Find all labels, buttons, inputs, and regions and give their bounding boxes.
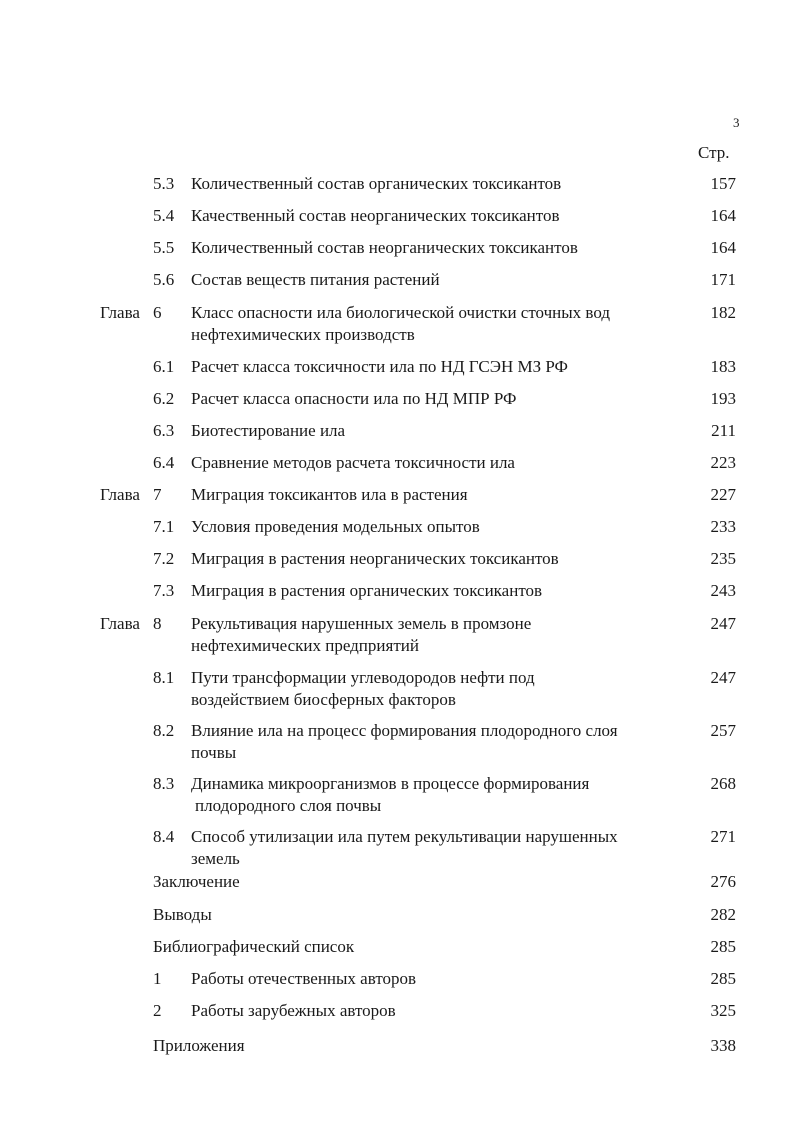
toc-entry-title-line1: Способ утилизации ила путем рекультивации нарушенных [191, 827, 618, 846]
page-number: 3 [733, 115, 740, 130]
toc-chapter-label: Глава [100, 485, 140, 504]
toc-entry-title: Расчет класса опасности ила по НД МПР РФ [191, 389, 517, 408]
toc-entry-title [191, 667, 671, 711]
toc-entry-title: Миграция в растения органических токсикантов [191, 581, 543, 600]
page-column-header: Стр. [698, 143, 730, 162]
toc-entry-title: Работы зарубежных авторов [191, 1001, 396, 1020]
toc-chapter-label: Глава [100, 614, 140, 633]
toc-entry-number: 8.1 [153, 668, 175, 687]
toc-entry-page: 271 [710, 827, 736, 846]
toc-entry-page: 235 [710, 549, 736, 568]
toc-entry-number: 5.3 [153, 174, 175, 193]
toc-entry-page: 157 [710, 174, 736, 193]
toc-entry-title-line1: Влияние ила на процесс формирования плодородного слоя [191, 721, 618, 740]
toc-entry-page: 223 [710, 453, 736, 472]
toc-entry-page: 171 [710, 270, 736, 289]
toc-entry-number: 7.2 [153, 549, 175, 568]
toc-entry-title-line2: воздействием биосферных факторов [191, 690, 456, 709]
toc-entry-number: 5.6 [153, 270, 175, 289]
toc-entry-number: 8.3 [153, 774, 175, 793]
toc-entry-title: Количественный состав неорганических токсикантов [191, 238, 578, 257]
toc-entry-number: 8.4 [153, 827, 175, 846]
toc-entry-number: 2 [153, 1001, 162, 1020]
toc-entry-page: 233 [710, 517, 736, 536]
toc-entry-title [191, 302, 671, 346]
toc-entry-number: 6.3 [153, 421, 175, 440]
toc-entry-title: Библиографический список [153, 937, 355, 956]
toc-entry-page: 227 [710, 485, 736, 504]
toc-entry-title-line2: земель [191, 849, 240, 868]
toc-entry-number: 7 [153, 485, 162, 504]
toc-entry-page: 193 [710, 389, 736, 408]
toc-entry-title-line1: Рекультивация нарушенных земель в промзоне [191, 614, 532, 633]
toc-entry-title: Состав веществ питания растений [191, 270, 440, 289]
toc-entry-title: Миграция токсикантов ила в растения [191, 485, 468, 504]
toc-entry-number: 6.2 [153, 389, 175, 408]
toc-entry-page: 182 [710, 303, 736, 322]
toc-entry-number: 6 [153, 303, 162, 322]
toc-entry-title [191, 773, 671, 817]
toc-entry-page: 257 [710, 721, 736, 740]
toc-entry-page: 325 [710, 1001, 736, 1020]
toc-entry-page: 243 [710, 581, 736, 600]
toc-entry-title: Заключение [153, 872, 240, 891]
toc-entry-title [191, 720, 671, 764]
toc-entry-title: Условия проведения модельных опытов [191, 517, 480, 536]
toc-entry-page: 338 [710, 1036, 736, 1055]
toc-entry-page: 285 [710, 937, 736, 956]
toc-entry-title-line1: Класс опасности ила биологической очистки сточных вод [191, 303, 610, 322]
toc-entry-title: Миграция в растения неорганических токсикантов [191, 549, 559, 568]
toc-entry-page: 285 [710, 969, 736, 988]
toc-entry-page: 211 [711, 421, 736, 440]
toc-chapter-label: Глава [100, 303, 140, 322]
toc-entry-title-line1: Пути трансформации углеводородов нефти под [191, 668, 535, 687]
toc-entry-title: Сравнение методов расчета токсичности ила [191, 453, 515, 472]
toc-entry-number: 7.1 [153, 517, 175, 536]
toc-entry-number: 1 [153, 969, 162, 988]
toc-entry-title-line2: плодородного слоя почвы [195, 796, 382, 815]
toc-entry-page: 247 [710, 668, 736, 687]
toc-entry-title: Расчет класса токсичности ила по НД ГСЭН МЗ РФ [191, 357, 568, 376]
toc-entry-title: Работы отечественных авторов [191, 969, 417, 988]
toc-entry-title [191, 613, 671, 657]
toc-entry-title: Приложения [153, 1036, 245, 1055]
toc-entry-number: 8 [153, 614, 162, 633]
toc-entry-title: Биотестирование ила [191, 421, 346, 440]
toc-entry-title: Выводы [153, 905, 212, 924]
toc-entry-page: 276 [710, 872, 736, 891]
toc-entry-page: 282 [710, 905, 736, 924]
toc-entry-number: 6.1 [153, 357, 175, 376]
toc-entry-page: 183 [710, 357, 736, 376]
toc-entry-page: 247 [710, 614, 736, 633]
toc-entry-title-line1: Динамика микроорганизмов в процессе формирования [191, 774, 590, 793]
toc-entry-page: 164 [710, 206, 736, 225]
toc-entry-title-line2: почвы [191, 743, 237, 762]
toc-entry-title-line2: нефтехимических предприятий [191, 636, 419, 655]
toc-entry-number: 6.4 [153, 453, 175, 472]
toc-entry-title: Качественный состав неорганических токсикантов [191, 206, 560, 225]
toc-entry-title: Количественный состав органических токсикантов [191, 174, 562, 193]
toc-entry-title [191, 826, 671, 870]
toc-entry-title-line2: нефтехимических производств [191, 325, 415, 344]
toc-entry-page: 164 [710, 238, 736, 257]
toc-entry-number: 5.5 [153, 238, 175, 257]
toc-entry-number: 8.2 [153, 721, 175, 740]
toc-entry-number: 5.4 [153, 206, 175, 225]
toc-entry-number: 7.3 [153, 581, 175, 600]
toc-entry-page: 268 [710, 774, 736, 793]
